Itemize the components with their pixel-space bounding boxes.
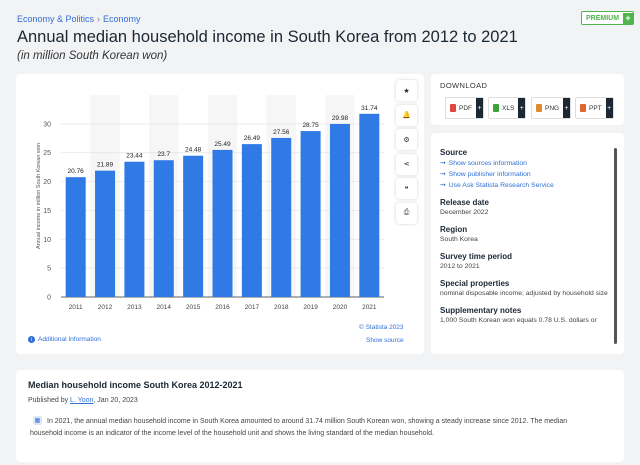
y-tick-label: 20 [43,179,51,187]
description-title: Median household income South Korea 2012-2021 [28,380,243,390]
pdf-file-icon [450,104,456,112]
xls-file-icon [493,104,499,112]
plus-icon: + [476,98,483,118]
premium-label: PREMIUM [586,14,620,22]
additional-information-link[interactable] [28,336,101,343]
download-xls-label: XLS [502,104,515,112]
bar [154,160,174,297]
bar [330,124,350,297]
data-label: 23.7 [157,151,171,159]
x-tick-label: 2016 [215,304,230,311]
download-pdf-label: PDF [459,104,472,112]
ask-statista-label: Use Ask Statista Research Service [448,182,554,189]
special-properties-value: nominal disposable income; adjusted by household size [440,290,608,297]
arrow-right-icon: ➞ [440,171,446,178]
statista-copyright[interactable]: © Statista 2023 [359,324,404,331]
x-tick-label: 2014 [156,304,172,311]
breadcrumb [17,14,141,24]
show-publisher-label: Show publisher information [448,171,531,178]
x-tick-label: 2013 [127,304,142,311]
data-label: 26.49 [243,135,261,143]
data-label: 25.49 [214,140,231,148]
x-tick-label: 2012 [97,304,113,311]
show-publisher-link[interactable] [440,169,612,180]
x-tick-label: 2019 [303,304,318,311]
download-png-button[interactable] [531,97,571,119]
x-tick-label: 2017 [244,304,260,311]
quote-icon[interactable]: ❝ [396,178,417,199]
download-png-label: PNG [545,104,560,112]
bar [124,162,144,297]
x-tick-label: 2020 [332,304,348,311]
download-ppt-button[interactable] [575,97,614,119]
y-tick-label: 30 [43,121,51,129]
bar [301,131,321,297]
region-value: South Korea [440,236,478,243]
data-label: 21.89 [96,161,114,169]
y-axis-label: Annual income in million South Korean won [36,142,42,250]
y-tick-label: 0 [47,294,51,302]
premium-badge[interactable] [581,11,634,25]
x-tick-label: 2015 [185,304,201,311]
breadcrumb-economy-politics[interactable]: Economy & Politics [17,14,95,24]
show-source-link[interactable]: Show source [366,337,404,344]
survey-period-heading: Survey time period [440,252,513,261]
bar [213,150,233,297]
x-tick-label: 2021 [362,304,377,311]
breadcrumb-economy[interactable]: Economy [103,14,141,24]
show-sources-label: Show sources information [448,160,527,167]
info-icon: i [28,336,35,343]
png-file-icon [536,104,542,112]
release-date-heading: Release date [440,198,489,207]
plus-icon: + [623,13,633,24]
download-xls-button[interactable] [488,97,526,119]
supplementary-notes-heading: Supplementary notes [440,306,522,315]
data-label: 29.98 [331,114,349,122]
survey-period-value: 2012 to 2021 [440,263,480,270]
published-prefix: Published by [28,397,69,404]
bar [66,177,86,297]
data-label: 28.75 [302,122,319,130]
published-date: , Jan 20, 2023 [93,397,138,404]
bar [271,138,291,297]
bar [183,156,203,297]
bar [95,171,115,297]
data-label: 24.48 [184,146,202,154]
region-heading: Region [440,225,468,234]
breadcrumb-separator: › [97,14,101,24]
download-pdf-button[interactable] [445,97,484,119]
info-card [431,133,624,354]
supplementary-notes-value: 1,000 South Korean won equals 0.78 U.S. dollars or [440,317,597,324]
x-tick-label: 2011 [68,304,83,311]
x-tick-label: 2018 [273,304,289,311]
additional-information-label: Additional Information [38,336,101,343]
y-tick-label: 15 [43,207,51,215]
data-label: 23.44 [126,152,143,160]
arrow-right-icon: ➞ [440,182,446,189]
special-properties-heading: Special properties [440,279,510,288]
y-tick-label: 10 [43,236,51,244]
data-label: 31.74 [361,104,378,112]
published-by [28,397,138,404]
download-title: DOWNLOAD [440,81,488,90]
chart-toolbar [396,80,418,227]
info-scrollbar[interactable] [614,148,617,344]
bar [359,114,379,297]
plus-icon: + [606,98,613,118]
plus-icon: + [518,98,525,118]
share-icon[interactable]: ⋖ [396,154,417,175]
ask-statista-link[interactable] [440,180,612,191]
data-label: 27.56 [273,128,290,136]
release-date-value: December 2022 [440,209,489,216]
show-sources-link[interactable] [440,158,612,169]
print-icon[interactable]: ⎙ [396,203,417,224]
page-subtitle: (in million South Korean won) [17,50,168,62]
bell-icon[interactable]: 🔔 [396,105,417,126]
author-link[interactable]: L. Yoon [70,397,94,404]
ppt-file-icon [580,104,586,112]
bar-chart [16,74,396,324]
chart-info-icon: ▦ [34,418,41,424]
plus-icon: + [563,98,570,118]
source-heading: Source [440,148,468,157]
y-tick-label: 25 [43,150,51,158]
bar [242,144,262,297]
data-label: 20.76 [67,168,84,176]
star-icon[interactable]: ★ [396,80,417,101]
y-tick-label: 5 [47,265,51,273]
description-text: In 2021, the annual median household income in South Korea amounted to around 31.74 million South Korean won, showing a steady increase since 2012. The median household income is an indicator of the income level of the household unit and shows the living standard of the median household. [30,418,568,437]
gear-icon[interactable]: ⚙ [396,129,417,150]
arrow-right-icon: ➞ [440,160,446,167]
page-title: Annual median household income in South Korea from 2012 to 2021 [17,28,518,46]
download-ppt-label: PPT [589,104,602,112]
